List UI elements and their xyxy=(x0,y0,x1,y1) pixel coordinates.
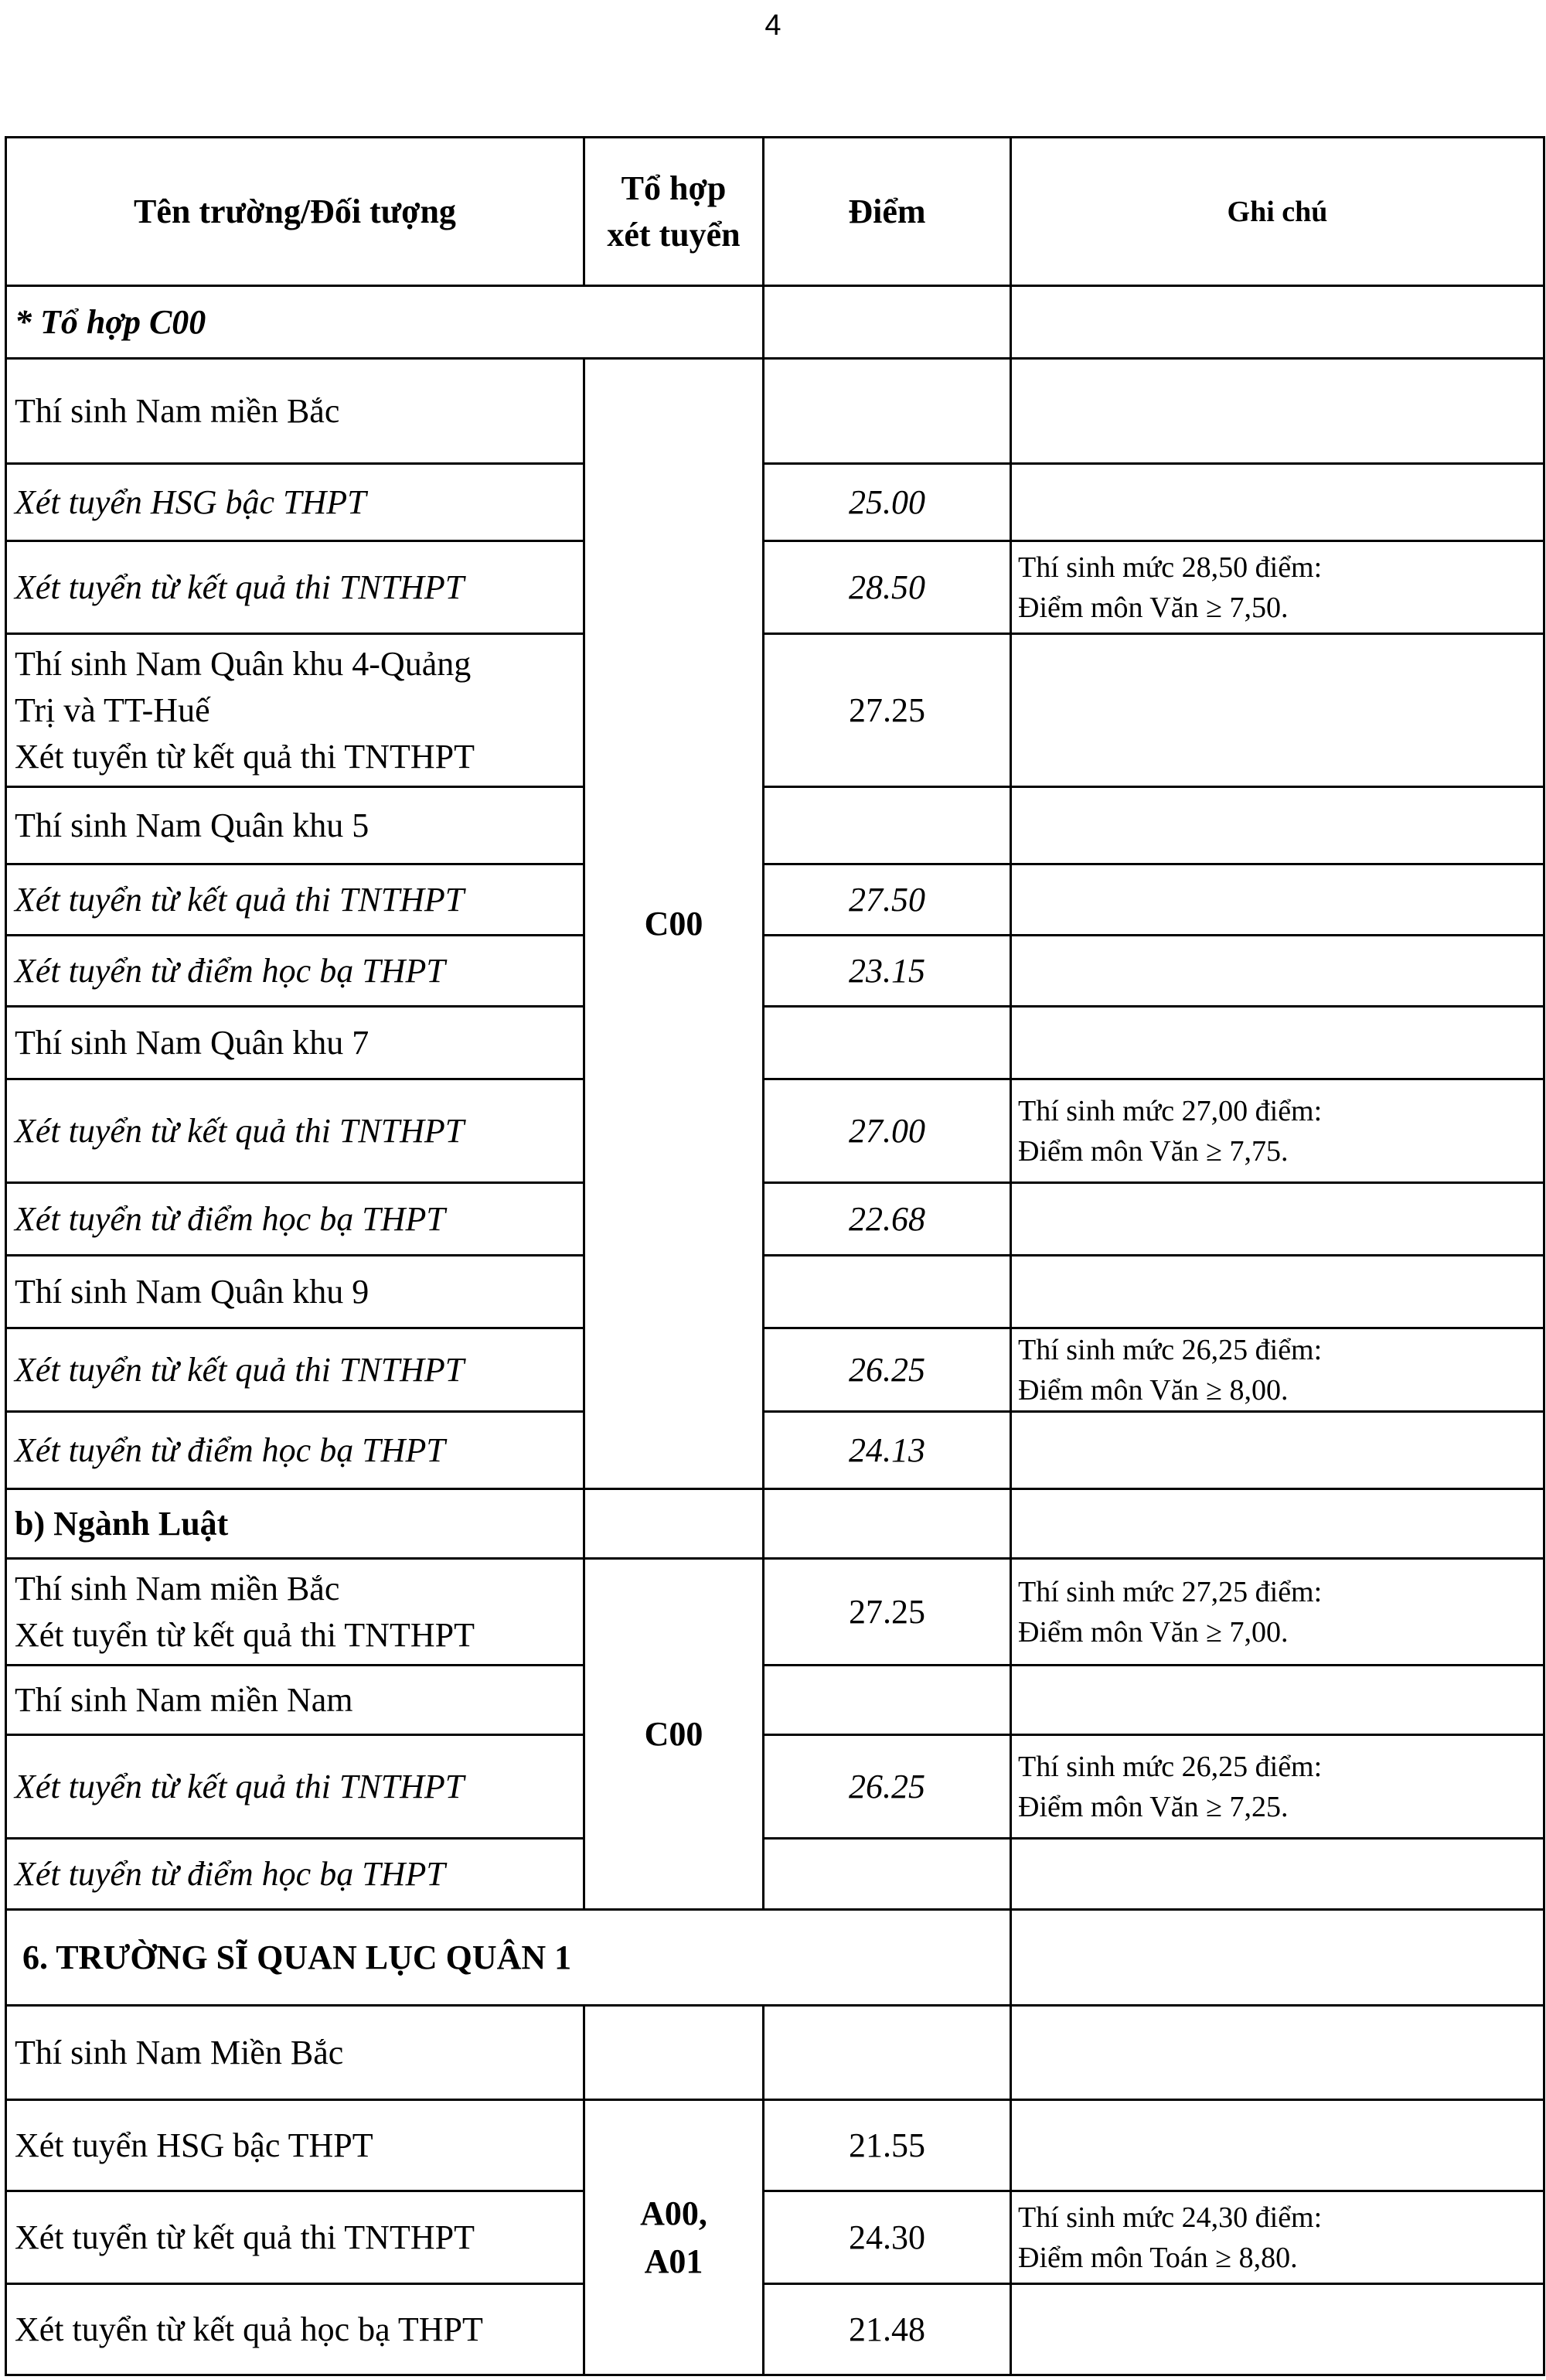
note-line: Thí sinh mức 26,25 điểm: xyxy=(1018,1750,1323,1783)
table-row xyxy=(6,1007,1544,1079)
note-cell xyxy=(1011,1559,1544,1666)
candidate-group: Thí sinh Nam Miền Bắc xyxy=(6,2006,584,2100)
score-cell xyxy=(764,1489,1011,1559)
score-cell xyxy=(764,359,1011,464)
admission-method: Xét tuyển từ kết quả thi TNTHPT xyxy=(6,1735,584,1839)
admission-method: Xét tuyển từ điểm học bạ THPT xyxy=(6,1839,584,1910)
score-cell: 22.68 xyxy=(764,1183,1011,1256)
table-row xyxy=(6,1839,1544,1910)
admission-method: Xét tuyển từ kết quả thi TNTHPT xyxy=(6,541,584,634)
candidate-group: Thí sinh Nam miền Bắc xyxy=(6,359,584,464)
note-cell xyxy=(1011,1183,1544,1256)
admission-method: Xét tuyển HSG bậc THPT xyxy=(6,464,584,541)
score-cell xyxy=(764,787,1011,864)
table-row xyxy=(6,864,1544,936)
table-row xyxy=(6,541,1544,634)
table-row xyxy=(6,1183,1544,1256)
admission-method: Xét tuyển từ kết quả học bạ THPT xyxy=(6,2284,584,2375)
admission-method: Xét tuyển từ kết quả thi TNTHPT xyxy=(6,2191,584,2284)
table-row xyxy=(6,936,1544,1007)
admission-method: Xét tuyển từ kết quả thi TNTHPT xyxy=(6,1328,584,1412)
score-cell: 26.25 xyxy=(764,1735,1011,1839)
note-line: Điểm môn Văn ≥ 7,50. xyxy=(1018,591,1289,624)
score-cell: 21.48 xyxy=(764,2284,1011,2375)
header-combo xyxy=(584,138,764,286)
note-cell xyxy=(1011,936,1544,1007)
admission-method: Xét tuyển từ điểm học bạ THPT xyxy=(6,1183,584,1256)
header-score: Điểm xyxy=(764,138,1011,286)
score-cell xyxy=(764,1007,1011,1079)
candidate-group xyxy=(6,1559,584,1666)
combo-line: A01 xyxy=(644,2242,703,2280)
table-row xyxy=(6,464,1544,541)
table-row xyxy=(6,359,1544,464)
note-line: Thí sinh mức 28,50 điểm: xyxy=(1018,551,1323,584)
score-cell: 24.13 xyxy=(764,1412,1011,1489)
score-cell: 26.25 xyxy=(764,1328,1011,1412)
combo-cell-a00-a01 xyxy=(584,2100,764,2375)
note-cell xyxy=(1011,286,1544,359)
note-line: Điểm môn Văn ≥ 7,00. xyxy=(1018,1615,1289,1649)
note-cell xyxy=(1011,541,1544,634)
header-note: Ghi chú xyxy=(1011,138,1544,286)
name-line: Xét tuyển từ kết quả thi TNTHPT xyxy=(15,737,475,776)
note-cell xyxy=(1011,1910,1544,2006)
combo-line: A00, xyxy=(640,2194,707,2232)
school-title: 6. TRƯỜNG SĨ QUAN LỤC QUÂN 1 xyxy=(6,1910,1011,2006)
admission-method: Xét tuyển từ điểm học bạ THPT xyxy=(6,936,584,1007)
note-line: Điểm môn Văn ≥ 8,00. xyxy=(1018,1373,1289,1407)
note-cell xyxy=(1011,1412,1544,1489)
note-cell xyxy=(1011,1256,1544,1328)
score-cell: 21.55 xyxy=(764,2100,1011,2191)
table-row xyxy=(6,1735,1544,1839)
table-row xyxy=(6,1559,1544,1666)
score-cell: 27.00 xyxy=(764,1079,1011,1183)
score-cell: 24.30 xyxy=(764,2191,1011,2284)
name-line: Xét tuyển từ kết quả thi TNTHPT xyxy=(15,1615,475,1654)
admission-method: Xét tuyển từ kết quả thi TNTHPT xyxy=(6,864,584,936)
table-row xyxy=(6,286,1544,359)
note-cell xyxy=(1011,359,1544,464)
note-cell xyxy=(1011,1735,1544,1839)
table-row xyxy=(6,1079,1544,1183)
score-cell: 27.25 xyxy=(764,634,1011,787)
section-title: b) Ngành Luật xyxy=(6,1489,584,1559)
header-combo-line1: Tổ hợp xyxy=(621,169,727,207)
note-line: Điểm môn Văn ≥ 7,75. xyxy=(1018,1134,1289,1168)
admission-method: Xét tuyển từ kết quả thi TNTHPT xyxy=(6,1079,584,1183)
table-row xyxy=(6,1412,1544,1489)
score-cell: 27.50 xyxy=(764,864,1011,936)
note-line: Thí sinh mức 27,00 điểm: xyxy=(1018,1094,1323,1127)
score-cell xyxy=(764,1666,1011,1735)
table-row xyxy=(6,1489,1544,1559)
admission-method: Xét tuyển HSG bậc THPT xyxy=(6,2100,584,2191)
table-row xyxy=(6,787,1544,864)
header-combo-line2: xét tuyển xyxy=(607,215,741,254)
name-line: Thí sinh Nam Quân khu 4-Quảng xyxy=(15,644,472,683)
note-cell xyxy=(1011,1079,1544,1183)
table-row xyxy=(6,1666,1544,1735)
candidate-group: Thí sinh Nam miền Nam xyxy=(6,1666,584,1735)
table-row xyxy=(6,2006,1544,2100)
score-cell: 28.50 xyxy=(764,541,1011,634)
note-cell xyxy=(1011,1328,1544,1412)
score-cell xyxy=(764,286,1011,359)
note-cell xyxy=(1011,2100,1544,2191)
table-row xyxy=(6,634,1544,787)
score-cell xyxy=(764,2006,1011,2100)
note-cell xyxy=(1011,1666,1544,1735)
note-line: Thí sinh mức 26,25 điểm: xyxy=(1018,1333,1323,1366)
candidate-group: Thí sinh Nam Quân khu 9 xyxy=(6,1256,584,1328)
table-row xyxy=(6,2284,1544,2375)
combo-cell xyxy=(584,2006,764,2100)
candidate-group: Thí sinh Nam Quân khu 7 xyxy=(6,1007,584,1079)
note-line: Thí sinh mức 27,25 điểm: xyxy=(1018,1575,1323,1608)
table-row xyxy=(6,1328,1544,1412)
score-cell: 23.15 xyxy=(764,936,1011,1007)
candidate-group xyxy=(6,634,584,787)
note-cell xyxy=(1011,1839,1544,1910)
table-row xyxy=(6,1910,1544,2006)
table-header-row xyxy=(6,138,1544,286)
combo-cell xyxy=(584,1489,764,1559)
score-cell xyxy=(764,1256,1011,1328)
note-cell xyxy=(1011,864,1544,936)
score-cell: 27.25 xyxy=(764,1559,1011,1666)
note-cell xyxy=(1011,464,1544,541)
name-line: Thí sinh Nam miền Bắc xyxy=(15,1569,340,1608)
score-cell: 25.00 xyxy=(764,464,1011,541)
note-line: Điểm môn Toán ≥ 8,80. xyxy=(1018,2241,1298,2274)
score-cell xyxy=(764,1839,1011,1910)
name-line: Trị và TT-Huế xyxy=(15,690,210,729)
note-line: Thí sinh mức 24,30 điểm: xyxy=(1018,2201,1323,2234)
note-cell xyxy=(1011,2284,1544,2375)
note-cell xyxy=(1011,2191,1544,2284)
note-line: Điểm môn Văn ≥ 7,25. xyxy=(1018,1790,1289,1823)
candidate-group: Thí sinh Nam Quân khu 5 xyxy=(6,787,584,864)
admission-score-table xyxy=(5,136,1545,2376)
note-cell xyxy=(1011,1489,1544,1559)
section-title: * Tổ hợp C00 xyxy=(6,286,764,359)
table-row xyxy=(6,2100,1544,2191)
note-cell xyxy=(1011,1007,1544,1079)
combo-cell-c00: C00 xyxy=(584,359,764,1489)
admission-method: Xét tuyển từ điểm học bạ THPT xyxy=(6,1412,584,1489)
table-row xyxy=(6,2191,1544,2284)
note-cell xyxy=(1011,787,1544,864)
note-cell xyxy=(1011,634,1544,787)
table-row xyxy=(6,1256,1544,1328)
page-number: 4 xyxy=(764,9,782,42)
header-name: Tên trường/Đối tượng xyxy=(6,138,584,286)
combo-cell-c00: C00 xyxy=(584,1559,764,1910)
note-cell xyxy=(1011,2006,1544,2100)
